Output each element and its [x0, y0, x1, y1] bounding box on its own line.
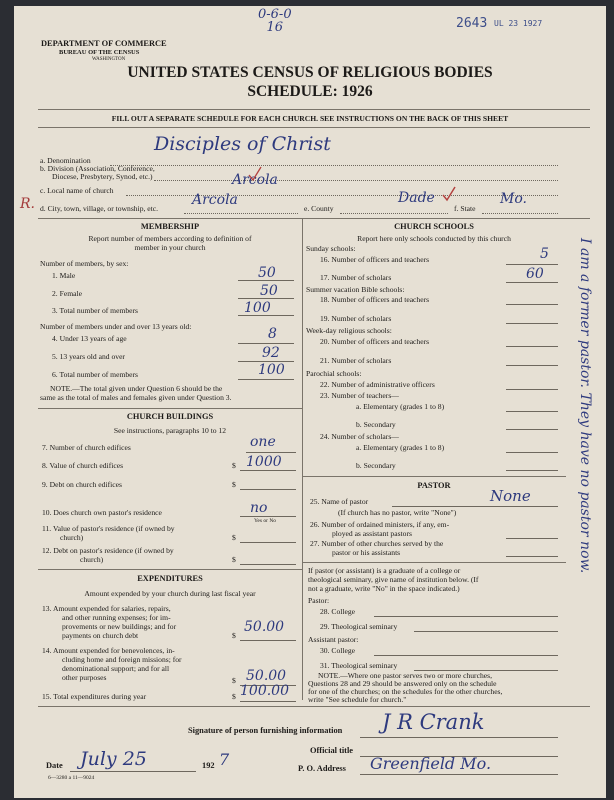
q6-label: 6. Total number of members [52, 370, 139, 379]
summer-schools-label: Summer vacation Bible schools: [306, 285, 405, 294]
q1-value: 50 [258, 265, 276, 281]
state-label: f. State [454, 204, 476, 213]
expenditures-title: EXPENDITURES [137, 574, 203, 583]
division-label: b. Division (Association, Conference, [40, 164, 155, 173]
q13-label-4: payments on church debt [62, 631, 139, 640]
census-schedule-sheet [14, 6, 606, 798]
q9-label: 9. Debt on church edifices [42, 480, 122, 489]
q8-label: 8. Value of church edifices [42, 461, 124, 470]
bureau-label: BUREAU OF THE CENSUS [59, 49, 140, 56]
weekday-schools-label: Week-day religious schools: [306, 326, 392, 335]
denomination-value: Disciples of Christ [154, 133, 331, 155]
membership-note: NOTE.—The total given under Question 6 should be the [50, 384, 223, 393]
q21-label: 21. Number of scholars [320, 356, 392, 365]
q14-label-3: denominational support; and for all [62, 664, 170, 673]
q26-label-2: ployed as assistant pastors [332, 529, 412, 538]
county-value: Dade [398, 190, 435, 206]
denomination-label: a. Denomination [40, 156, 91, 165]
margin-mark: R. [20, 196, 35, 212]
q7-value: one [250, 434, 276, 450]
form-title: UNITED STATES CENSUS OF RELIGIOUS BODIES [127, 64, 493, 81]
q16-label: 16. Number of officers and teachers [320, 255, 430, 264]
membership-note-2: same as the total of males and females given under Question 3. [40, 393, 232, 402]
q11-dollar: $ [232, 533, 236, 542]
q13-label: 13. Amount expended for salaries, repairs, [42, 604, 171, 613]
q7-label: 7. Number of church edifices [42, 443, 131, 452]
q11-label: 11. Value of pastor's residence (if owned by [42, 524, 175, 533]
q25-label: 25. Name of pastor [310, 497, 369, 506]
department-label: DEPARTMENT OF COMMERCE [41, 39, 167, 48]
q12-dollar: $ [232, 555, 236, 564]
q13-dollar: $ [232, 631, 236, 640]
signature-value: J R Crank [382, 710, 485, 734]
q10-label: 10. Does church own pastor's residence [42, 508, 162, 517]
pastor-note-3: for one of the churches; on the schedules for the other churches, [308, 687, 503, 696]
membership-intro-2: member in your church [134, 243, 206, 252]
q14-label: 14. Amount expended for benevolences, in- [42, 646, 175, 655]
by-age-label: Number of members under and over 13 years old: [40, 322, 192, 331]
membership-title: MEMBERSHIP [140, 222, 200, 231]
q23b-label: b. Secondary [356, 420, 396, 429]
q14-label-4: other purposes [62, 673, 107, 682]
city-label: d. City, town, village, or township, etc. [40, 204, 159, 213]
state-value: Mo. [500, 191, 527, 207]
q17-label: 17. Number of scholars [320, 273, 392, 282]
pastor-title: PASTOR [417, 481, 451, 490]
date-value: July 25 [80, 748, 147, 770]
q19-label: 19. Number of scholars [320, 314, 392, 323]
q31-label: 31. Theological seminary [320, 661, 398, 670]
red-check-mark [442, 186, 456, 202]
q3-label: 3. Total number of members [52, 306, 139, 315]
q2-label: 2. Female [52, 289, 82, 298]
q22-label: 22. Number of administrative officers [320, 380, 435, 389]
q9-dollar: $ [232, 480, 236, 489]
date-label: Date [46, 761, 63, 770]
graduate-instruction-3: not a graduate, write "No" in the space indicated.) [308, 584, 460, 593]
q23-label: 23. Number of teachers— [320, 391, 399, 400]
year-prefix: 192 [202, 761, 215, 770]
q5-value: 92 [262, 345, 280, 361]
instruction-line: FILL OUT A SEPARATE SCHEDULE FOR EACH CHURCH. SEE INSTRUCTIONS ON THE BACK OF THIS SHEET [111, 114, 509, 123]
buildings-intro: See instructions, paragraphs 10 to 12 [113, 426, 227, 435]
form-code: 6—3280 a 11—9024 [48, 775, 95, 781]
local-name-value: Arcola [232, 172, 278, 188]
yes-no-hint: Yes or No [254, 518, 277, 524]
q30-label: 30. College [320, 646, 356, 655]
graduate-instruction: If pastor (or assistant) is a graduate of a college or [308, 566, 461, 575]
q1-label: 1. Male [52, 271, 76, 280]
q29-label: 29. Theological seminary [320, 622, 398, 631]
pastor-subhead: Pastor: [308, 596, 330, 605]
q14-label-2: cluding home and foreign missions; for [62, 655, 182, 664]
q5-label: 5. 13 years old and over [52, 352, 125, 361]
city-value: Arcola [192, 192, 238, 208]
top-handwritten-note: 0-6-0 16 [258, 7, 292, 35]
q11-label-2: church) [60, 533, 84, 542]
city-label: WASHINGTON [92, 57, 126, 62]
q25-value: None [490, 487, 531, 505]
q12-label: 12. Debt on pastor's residence (if owned by [42, 546, 174, 555]
po-address-label: P. O. Address [298, 764, 346, 773]
sunday-schools-label: Sunday schools: [306, 244, 356, 253]
q24b-label: b. Secondary [356, 461, 396, 470]
q17-value: 60 [526, 266, 544, 282]
form-subtitle: SCHEDULE: 1926 [247, 83, 373, 100]
membership-intro: Report number of members according to definition of [88, 234, 252, 243]
q24a-label: a. Elementary (grades 1 to 8) [356, 443, 445, 452]
q13-label-3: provements or new buildings; and for [62, 622, 177, 631]
rule [38, 109, 590, 110]
rule [38, 127, 590, 128]
assistant-subhead: Assistant pastor: [308, 635, 359, 644]
q16-value: 5 [540, 246, 549, 262]
q18-label: 18. Number of officers and teachers [320, 295, 430, 304]
q24-label: 24. Number of scholars— [320, 432, 399, 441]
q27-label-2: pastor or his assistants [332, 548, 401, 557]
q3-value: 100 [244, 300, 271, 316]
buildings-title: CHURCH BUILDINGS [126, 412, 214, 421]
column-divider [302, 218, 303, 700]
signature-label: Signature of person furnishing information [188, 726, 343, 735]
q12-label-2: church) [80, 555, 104, 564]
date-received-stamp: UL 23 1927 [494, 19, 543, 28]
q15-value: 100.00 [240, 683, 289, 699]
pastor-note-2: Questions 28 and 29 should be answered only on the schedule [308, 679, 497, 688]
q25-note: (If church has no pastor, write "None") [338, 508, 457, 517]
parochial-schools-label: Parochial schools: [306, 369, 362, 378]
file-number-stamp: 2643 [456, 16, 488, 31]
schools-intro: Report here only schools conducted by this church [357, 234, 511, 243]
q8-value: 1000 [246, 454, 282, 470]
graduate-instruction-2: theological seminary, give name of institution below. (If [308, 575, 479, 584]
q28-label: 28. College [320, 607, 356, 616]
pastor-note-4: write "See schedule for church." [308, 695, 407, 704]
q23a-label: a. Elementary (grades 1 to 8) [356, 402, 445, 411]
q4-label: 4. Under 13 years of age [52, 334, 127, 343]
local-name-label: c. Local name of church [40, 186, 114, 195]
q20-label: 20. Number of officers and teachers [320, 337, 430, 346]
q4-value: 8 [268, 326, 277, 342]
q15-label: 15. Total expenditures during year [42, 692, 147, 701]
margin-handwritten-note: I am a former pastor. They have no pastor now. [577, 238, 593, 574]
q8-dollar: $ [232, 461, 236, 470]
po-address-value: Greenfield Mo. [370, 754, 492, 773]
q10-value: no [250, 500, 268, 516]
q27-label: 27. Number of other churches served by the [310, 539, 444, 548]
official-title-label: Official title [310, 746, 354, 755]
year-value: 7 [219, 750, 230, 769]
schools-title: CHURCH SCHOOLS [394, 222, 474, 231]
red-check-mark [248, 166, 262, 182]
q13-label-2: and other running expenses; for im- [62, 613, 171, 622]
county-label: e. County [304, 204, 334, 213]
division-label-2: Diocese, Presbytery, Synod, etc.) [52, 172, 153, 181]
q14-value: 50.00 [246, 668, 287, 684]
q26-label: 26. Number of ordained ministers, if any, em- [310, 520, 450, 529]
q6-value: 100 [258, 362, 285, 378]
q15-dollar: $ [232, 692, 236, 701]
q2-value: 50 [260, 283, 278, 299]
q13-value: 50.00 [244, 619, 285, 635]
by-sex-label: Number of members, by sex: [40, 259, 129, 268]
q14-dollar: $ [232, 676, 236, 685]
pastor-note: NOTE.—Where one pastor serves two or more churches, [318, 671, 492, 680]
expenditures-intro: Amount expended by your church during last fiscal year [84, 589, 256, 598]
